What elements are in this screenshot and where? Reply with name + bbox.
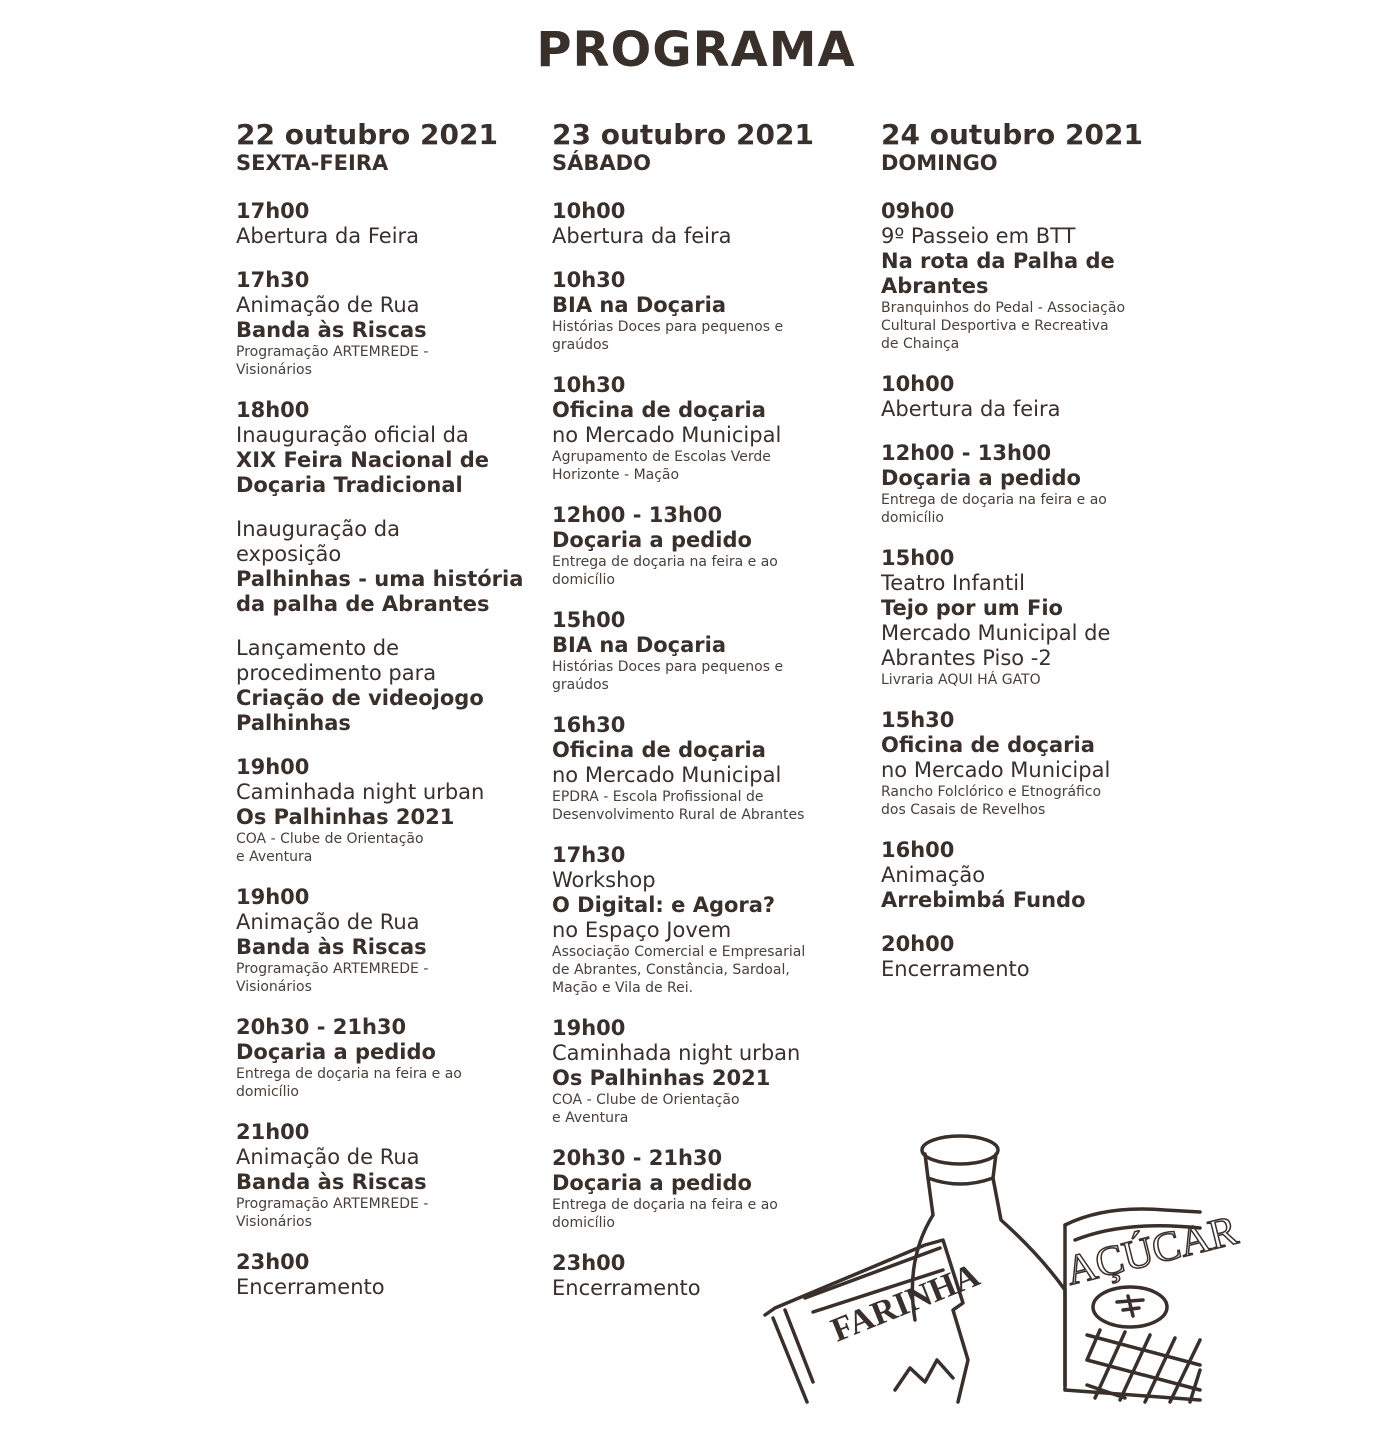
event-organizer: dos Casais de Revelhos — [881, 802, 1046, 818]
schedule-event — [552, 199, 862, 249]
event-organizer: Rancho Folclórico e Etnográfico — [881, 784, 1102, 800]
event-organizer: COA - Clube de Orientação — [552, 1092, 740, 1108]
day-column — [236, 118, 536, 1319]
event-description: Animação de Rua — [236, 910, 420, 934]
event-organizer: Branquinhos do Pedal - Associação — [881, 300, 1126, 316]
schedule-event — [881, 838, 1191, 913]
schedule-event — [236, 755, 536, 866]
event-list — [236, 199, 536, 1300]
day-date: 24 outubro 2021 — [881, 118, 1143, 151]
schedule-event — [236, 1120, 536, 1231]
event-time: 12h00 - 13h00 — [552, 503, 723, 527]
event-description: Mercado Municipal de — [881, 621, 1111, 645]
event-title: BIA na Doçaria — [552, 633, 727, 657]
event-organizer: Mação e Vila de Rei. — [552, 980, 694, 996]
event-time: 20h30 - 21h30 — [236, 1015, 407, 1039]
event-title: Tejo por um Fio — [881, 596, 1063, 620]
event-time: 17h00 — [236, 199, 310, 223]
event-organizer: Entrega de doçaria na feira e ao — [552, 1197, 778, 1213]
baking-ingredients-illustration — [765, 1120, 1243, 1405]
event-organizer: Cultural Desportiva e Recreativa — [881, 318, 1109, 334]
event-time: 10h00 — [552, 199, 626, 223]
event-description: Encerramento — [881, 957, 1030, 981]
event-title: Os Palhinhas 2021 — [236, 805, 455, 829]
event-title: Abrantes — [881, 274, 989, 298]
schedule-event — [881, 932, 1191, 982]
day-date: 23 outubro 2021 — [552, 118, 814, 151]
event-description: Encerramento — [552, 1276, 701, 1300]
event-title: Na rota da Palha de — [881, 249, 1115, 273]
day-weekday: DOMINGO — [881, 151, 998, 175]
schedule-event — [552, 713, 862, 824]
event-description: procedimento para — [236, 661, 437, 685]
event-title: Banda às Riscas — [236, 935, 427, 959]
event-time: 10h00 — [881, 372, 955, 396]
event-time: 15h00 — [552, 608, 626, 632]
event-description: Inauguração da — [236, 517, 400, 541]
event-organizer: de Abrantes, Constância, Sardoal, — [552, 962, 790, 978]
event-description: Abertura da Feira — [236, 224, 420, 248]
event-description: no Mercado Municipal — [881, 758, 1111, 782]
event-time: 17h30 — [236, 268, 310, 292]
day-column — [881, 118, 1191, 1001]
event-title: Oficina de doçaria — [552, 398, 766, 422]
event-time: 15h30 — [881, 708, 955, 732]
event-organizer: Programação ARTEMREDE - — [236, 344, 429, 360]
event-organizer: domicílio — [552, 1215, 615, 1231]
event-title: Os Palhinhas 2021 — [552, 1066, 771, 1090]
event-description: no Espaço Jovem — [552, 918, 732, 942]
event-description: Workshop — [552, 868, 656, 892]
event-description: Animação de Rua — [236, 293, 420, 317]
event-time: 18h00 — [236, 398, 310, 422]
schedule-event — [552, 608, 862, 694]
event-organizer: domicílio — [552, 572, 615, 588]
event-title: Doçaria a pedido — [881, 466, 1081, 490]
event-time: 19h00 — [236, 885, 310, 909]
event-organizer: EPDRA - Escola Profissional de — [552, 789, 764, 805]
event-organizer: Histórias Doces para pequenos e — [552, 659, 784, 675]
event-time: 21h00 — [236, 1120, 310, 1144]
event-title: Doçaria a pedido — [552, 1171, 752, 1195]
event-organizer: Horizonte - Mação — [552, 467, 680, 483]
schedule-event — [236, 1250, 536, 1300]
schedule-event — [881, 372, 1191, 422]
event-organizer: Livraria AQUI HÁ GATO — [881, 672, 1041, 688]
event-time: 20h00 — [881, 932, 955, 956]
event-description: Teatro Infantil — [881, 571, 1025, 595]
bottle-icon — [912, 1136, 1065, 1385]
schedule-event — [236, 517, 536, 617]
event-description: no Mercado Municipal — [552, 423, 782, 447]
event-time: 23h00 — [236, 1250, 310, 1274]
event-organizer: graúdos — [552, 677, 609, 693]
event-title: Oficina de doçaria — [552, 738, 766, 762]
event-organizer: graúdos — [552, 337, 609, 353]
event-description: Animação de Rua — [236, 1145, 420, 1169]
event-description: Lançamento de — [236, 636, 399, 660]
schedule-event — [236, 199, 536, 249]
schedule-event — [552, 843, 862, 997]
event-description: Abertura da feira — [881, 397, 1061, 421]
schedule-event — [236, 636, 536, 736]
event-title: Palhinhas — [236, 711, 351, 735]
event-title: Palhinhas - uma história — [236, 567, 524, 591]
event-organizer: COA - Clube de Orientação — [236, 831, 424, 847]
sugar-label: AÇÚCAR — [1061, 1207, 1243, 1295]
event-time: 19h00 — [236, 755, 310, 779]
event-time: 09h00 — [881, 199, 955, 223]
event-organizer: Associação Comercial e Empresarial — [552, 944, 806, 960]
schedule-event — [552, 373, 862, 484]
schedule-event — [236, 398, 536, 498]
event-description: Caminhada night urban — [552, 1041, 801, 1065]
event-organizer: Visionários — [236, 979, 312, 995]
event-time: 19h00 — [552, 1016, 626, 1040]
schedule-event — [552, 268, 862, 354]
event-title: Doçaria a pedido — [552, 528, 752, 552]
event-time: 10h30 — [552, 373, 626, 397]
schedule-event — [236, 885, 536, 996]
event-description: Abrantes Piso -2 — [881, 646, 1052, 670]
event-title: O Digital: e Agora? — [552, 893, 776, 917]
event-title: Oficina de doçaria — [881, 733, 1095, 757]
event-description: no Mercado Municipal — [552, 763, 782, 787]
schedule-event — [552, 1016, 862, 1127]
event-list — [881, 199, 1191, 982]
event-time: 10h30 — [552, 268, 626, 292]
event-organizer: domicílio — [881, 510, 944, 526]
event-organizer: Desenvolvimento Rural de Abrantes — [552, 807, 805, 823]
event-organizer: Agrupamento de Escolas Verde — [552, 449, 771, 465]
event-organizer: Histórias Doces para pequenos e — [552, 319, 784, 335]
event-title: da palha de Abrantes — [236, 592, 490, 616]
event-time: 16h30 — [552, 713, 626, 737]
event-organizer: Entrega de doçaria na feira e ao — [881, 492, 1107, 508]
schedule-event — [881, 199, 1191, 353]
event-organizer: e Aventura — [236, 849, 313, 865]
schedule-event — [236, 1015, 536, 1101]
schedule-event — [881, 546, 1191, 689]
event-description: 9º Passeio em BTT — [881, 224, 1076, 248]
event-time: 12h00 - 13h00 — [881, 441, 1052, 465]
event-title: Doçaria a pedido — [236, 1040, 436, 1064]
event-description: Encerramento — [236, 1275, 385, 1299]
event-organizer: Visionários — [236, 362, 312, 378]
event-time: 15h00 — [881, 546, 955, 570]
day-weekday: SÁBADO — [552, 151, 651, 175]
event-organizer: Entrega de doçaria na feira e ao — [552, 554, 778, 570]
event-organizer: Entrega de doçaria na feira e ao — [236, 1066, 462, 1082]
day-date: 22 outubro 2021 — [236, 118, 498, 151]
day-weekday: SEXTA-FEIRA — [236, 151, 389, 175]
event-time: 16h00 — [881, 838, 955, 862]
event-organizer: Programação ARTEMREDE - — [236, 961, 429, 977]
event-description: Abertura da feira — [552, 224, 732, 248]
event-title: XIX Feira Nacional de — [236, 448, 490, 472]
schedule-event — [236, 268, 536, 379]
event-time: 20h30 - 21h30 — [552, 1146, 723, 1170]
event-time: 23h00 — [552, 1251, 626, 1275]
event-title: Banda às Riscas — [236, 318, 427, 342]
flour-label: FARINHA — [826, 1256, 985, 1350]
event-time: 17h30 — [552, 843, 626, 867]
event-description: Animação — [881, 863, 986, 887]
event-description: exposição — [236, 542, 342, 566]
event-organizer: e Aventura — [552, 1110, 629, 1126]
event-title: Criação de videojogo — [236, 686, 484, 710]
event-title: Doçaria Tradicional — [236, 473, 463, 497]
event-organizer: Visionários — [236, 1214, 312, 1230]
schedule-event — [552, 503, 862, 589]
event-title: Banda às Riscas — [236, 1170, 427, 1194]
event-description: Caminhada night urban — [236, 780, 485, 804]
event-description: Inauguração oficial da — [236, 423, 469, 447]
event-title: BIA na Doçaria — [552, 293, 727, 317]
event-organizer: de Chainça — [881, 336, 960, 352]
schedule-event — [881, 441, 1191, 527]
event-organizer: Programação ARTEMREDE - — [236, 1196, 429, 1212]
page-title: PROGRAMA — [536, 22, 856, 78]
schedule-event — [881, 708, 1191, 819]
event-organizer: domicílio — [236, 1084, 299, 1100]
event-title: Arrebimbá Fundo — [881, 888, 1086, 912]
